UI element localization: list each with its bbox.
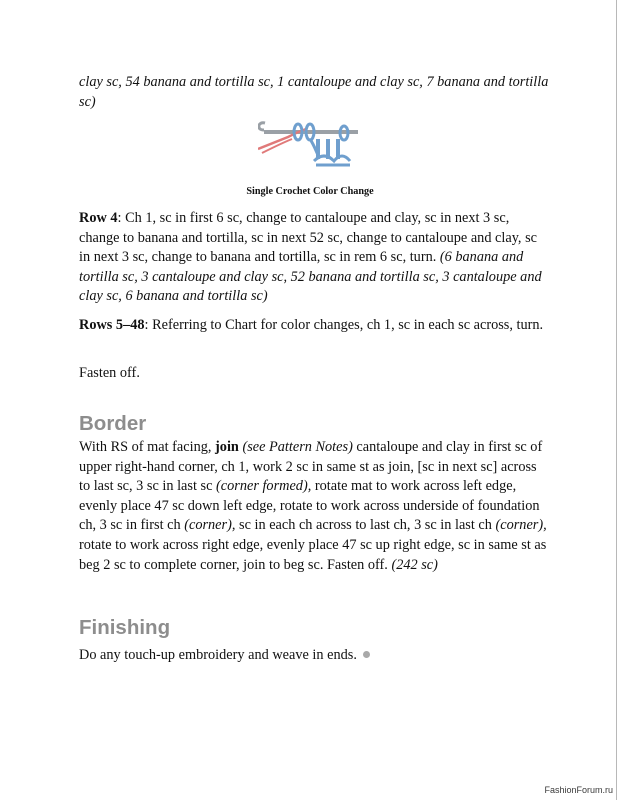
- rows5-48-paragraph: [79, 316, 549, 336]
- row4-count: (6 banana and tortilla sc, 3 cantaloupe and clay sc, 52 banana and tortilla sc, 3 cantaloupe and clay sc, 6 banana and tortilla sc): [79, 249, 542, 305]
- stitch-tops: [314, 156, 350, 161]
- rows5-48-label: Rows 5–48: [79, 317, 145, 333]
- row4-label: Row 4: [79, 210, 118, 226]
- border-paragraph: [79, 438, 549, 575]
- border-heading: Border: [79, 412, 147, 435]
- border-stitch-count: (242 sc): [391, 556, 438, 573]
- border-corner-1: (corner formed),: [216, 478, 312, 495]
- border-text-e: rotate to work across right edge, evenly place 47 sc up right edge, sc in same st as beg 2 sc to complete corner, join to beg sc. Fasten off.: [79, 536, 547, 573]
- finishing-text: Do any touch-up embroidery and weave in ends.: [79, 647, 357, 663]
- border-join: join: [215, 439, 239, 455]
- intro-paragraph: clay sc, 54 banana and tortilla sc, 1 cantaloupe and clay sc, 7 banana and tortilla sc): [79, 74, 549, 110]
- border-corner-2: (corner),: [184, 517, 236, 534]
- hook-head: [259, 123, 265, 130]
- page-edge-line: [616, 0, 617, 800]
- hook-shaft: [264, 130, 358, 134]
- figure-caption: Single Crochet Color Change: [246, 186, 374, 197]
- rows5-48-text: : Referring to Chart for color changes, ch 1, sc in each sc across, turn.: [144, 317, 544, 333]
- watermark: FashionForum.ru: [544, 785, 613, 795]
- border-text-a: With RS of mat facing,: [79, 439, 216, 455]
- border-corner-3: (corner),: [495, 517, 547, 534]
- finishing-heading: Finishing: [79, 616, 171, 639]
- row4-paragraph: [79, 209, 549, 307]
- finishing-paragraph: [79, 646, 549, 666]
- fasten-off-paragraph: Fasten off.: [79, 365, 140, 381]
- border-text-b: cantaloupe and clay in first sc of upper right-hand corner, ch 1, work 2 sc in same st as join, [sc in next sc] across to last sc, 3 sc in last sc: [79, 439, 543, 495]
- border-notes: (see Pattern Notes): [242, 439, 353, 455]
- end-bullet-icon: [363, 651, 370, 658]
- crochet-color-change-illustration: [258, 121, 358, 167]
- border-text-c: rotate mat to work across left edge, evenly place 47 sc down left edge, rotate to work across underside of foundation ch, 3 sc in first ch: [79, 478, 540, 534]
- border-text-d: sc in each ch across to last ch, 3 sc in last ch: [235, 517, 496, 534]
- row4-text: : Ch 1, sc in first 6 sc, change to cantaloupe and clay, sc in next 3 sc, change to banana and tortilla, sc in next 52 sc, change to cantaloupe and clay, sc in next 3 sc, change to banana and tortilla, sc in rem 6 sc, turn.: [79, 210, 537, 266]
